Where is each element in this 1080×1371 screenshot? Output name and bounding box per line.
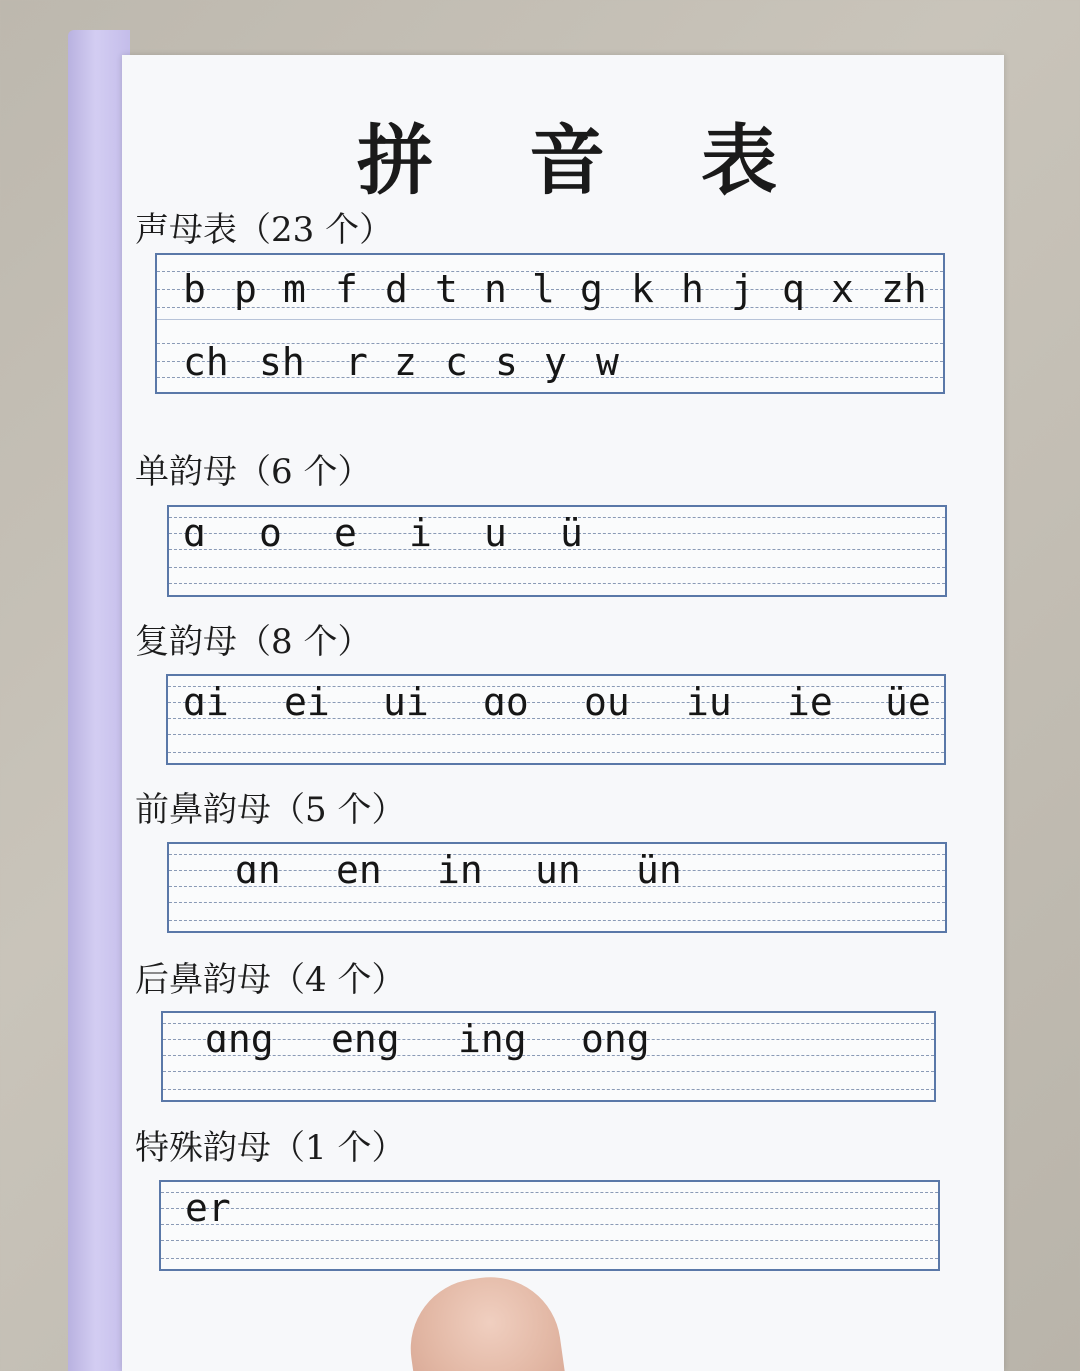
pinyin-letter: ɑn	[235, 848, 281, 892]
title-char: 表	[701, 116, 823, 205]
pinyin-letter: ie	[787, 680, 833, 724]
special-finals-row	[185, 1186, 231, 1230]
back-nasal-finals-box	[161, 1011, 936, 1102]
back-nasal-finals-row	[205, 1017, 650, 1061]
pinyin-letter: l	[532, 267, 555, 311]
pinyin-letter: y	[544, 340, 567, 384]
pinyin-letter: z	[394, 340, 417, 384]
section-heading-special-finals: 特殊韵母（1 个）	[135, 1128, 406, 1168]
pinyin-letter: ei	[284, 680, 330, 724]
pinyin-letter: ch	[183, 340, 229, 384]
pinyin-letter: un	[535, 848, 581, 892]
pinyin-letter: ü	[560, 511, 583, 555]
pinyin-letter: o	[259, 511, 282, 555]
pinyin-letter: iu	[686, 680, 732, 724]
pinyin-letter: j	[731, 267, 754, 311]
pinyin-letter: sh	[259, 340, 305, 384]
section-heading-front-nasal-finals: 前鼻韵母（5 个）	[135, 790, 406, 830]
front-nasal-finals-box	[167, 842, 947, 933]
pinyin-letter: ɑi	[183, 680, 229, 724]
pinyin-letter: ɑo	[483, 680, 529, 724]
initials-row-2	[183, 340, 619, 384]
pinyin-letter: b	[183, 267, 206, 311]
section-heading-simple-finals: 单韵母（6 个）	[135, 452, 372, 492]
pinyin-letter: c	[445, 340, 468, 384]
pinyin-letter: h	[681, 267, 704, 311]
pinyin-letter: zh	[881, 267, 927, 311]
pinyin-letter: ui	[383, 680, 429, 724]
pinyin-letter: ong	[581, 1017, 650, 1061]
pinyin-letter: en	[336, 848, 382, 892]
front-nasal-finals-row	[235, 848, 682, 892]
pinyin-letter: x	[831, 267, 854, 311]
initials-box	[155, 253, 945, 394]
pinyin-letter: n	[484, 267, 507, 311]
binder-spine	[68, 30, 130, 1371]
pinyin-letter: r	[345, 340, 368, 384]
special-finals-box	[159, 1180, 940, 1271]
title-char: 拼	[357, 116, 479, 205]
pinyin-letter: ɑng	[205, 1017, 274, 1061]
pinyin-letter: t	[435, 267, 458, 311]
section-heading-initials: 声母表（23 个）	[135, 210, 394, 250]
pinyin-letter: ün	[636, 848, 682, 892]
pinyin-letter: in	[437, 848, 483, 892]
compound-finals-row	[183, 680, 931, 724]
initials-row-1	[183, 267, 927, 311]
compound-finals-box	[166, 674, 946, 765]
pinyin-letter: eng	[331, 1017, 400, 1061]
pinyin-letter: g	[580, 267, 603, 311]
pinyin-letter: d	[385, 267, 408, 311]
pinyin-letter: e	[334, 511, 357, 555]
simple-finals-box	[167, 505, 947, 597]
section-heading-back-nasal-finals: 后鼻韵母（4 个）	[135, 960, 406, 1000]
pinyin-letter: f	[335, 267, 358, 311]
pinyin-letter: m	[283, 267, 306, 311]
pinyin-letter: ing	[458, 1017, 527, 1061]
pinyin-letter: u	[484, 511, 507, 555]
section-heading-compound-finals: 复韵母（8 个）	[135, 622, 372, 662]
pinyin-letter: ou	[584, 680, 630, 724]
page-title	[0, 100, 1080, 209]
pinyin-letter: p	[234, 267, 257, 311]
pinyin-letter: k	[631, 267, 654, 311]
pinyin-letter: ɑ	[183, 511, 206, 555]
simple-finals-row	[183, 511, 583, 555]
pinyin-letter: üe	[885, 680, 931, 724]
pinyin-letter: q	[782, 267, 805, 311]
pinyin-letter: i	[409, 511, 432, 555]
title-char: 音	[529, 116, 651, 205]
pinyin-letter: s	[495, 340, 518, 384]
pinyin-letter: er	[185, 1186, 231, 1230]
pinyin-letter: w	[596, 340, 619, 384]
